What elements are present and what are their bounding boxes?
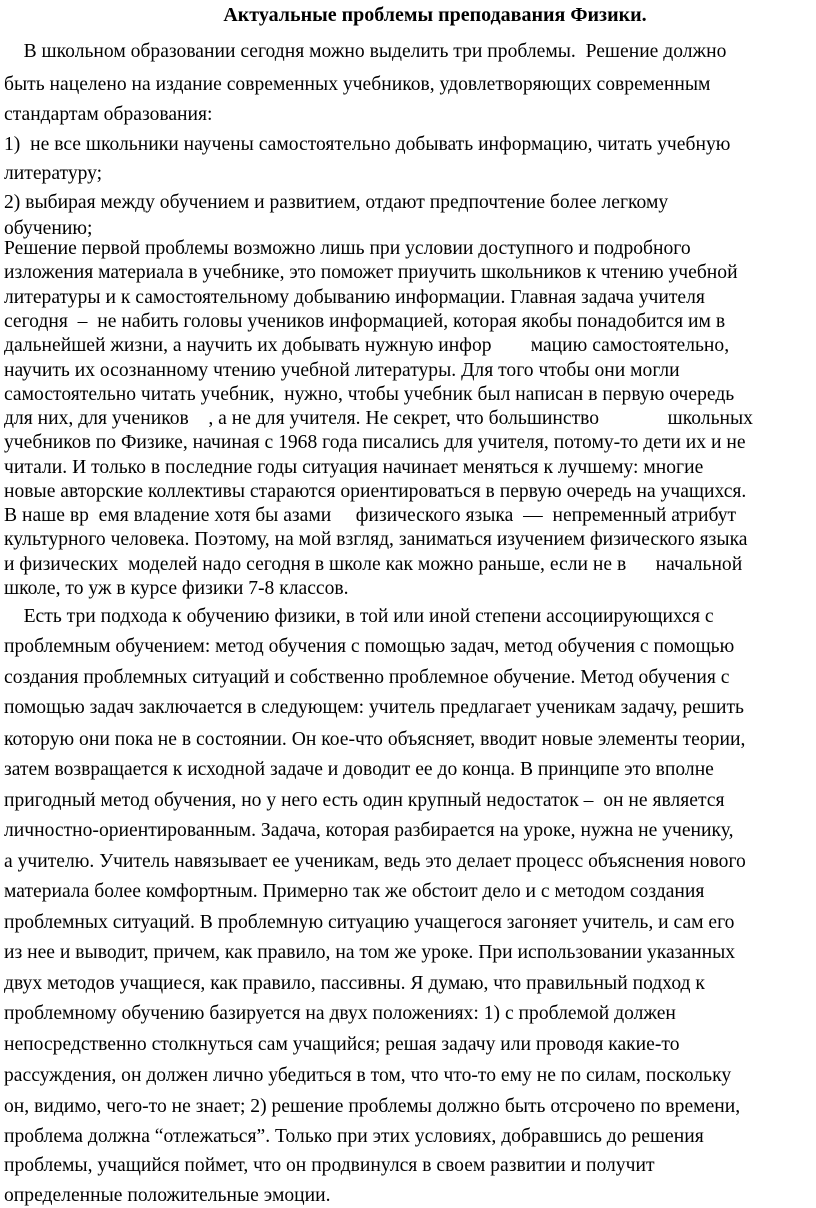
text-line: сегодня – не набить головы учеников информацией, которая якобы понадобится им в [4, 310, 726, 332]
text-line: 2) выбирая между обучением и развитием, отдают предпочтение более легкому [4, 191, 669, 213]
text-line: которую они пока не в состоянии. Он кое-что объясняет, вводит новые элементы теории, [4, 728, 746, 750]
text-line: литературы и к самостоятельному добыванию информации. Главная задача учителя [4, 286, 705, 308]
text-line: самостоятельно читать учебник, нужно, чтобы учебник был написан в первую очередь [4, 383, 735, 405]
text-line: из нее и выводит, причем, как правило, на том же уроке. При использовании указанных [4, 942, 736, 964]
text-line: а учителю. Учитель навязывает ее ученикам, ведь это делает процесс объяснения нового [4, 850, 746, 872]
text-line: непосредственно столкнуться сам учащийся; решая задачу или проводя какие-то [4, 1034, 680, 1056]
text-line: он, видимо, чего-то не знает; 2) решение проблемы должно быть отсрочено по времени, [4, 1095, 741, 1117]
text-line: быть нацелено на издание современных учебников, удовлетворяющих современным [4, 74, 711, 96]
text-line: учебников по Физике, начиная с 1968 года писались для учителя, потому-то дети их и не [4, 432, 746, 454]
text-line: проблема должна “отлежаться”. Только при этих условиях, добравшись до решения [4, 1125, 704, 1147]
text-line: 1) не все школьники научены самостоятельно добывать информацию, читать учебную [4, 134, 731, 156]
text-line: дальнейшей жизни, а научить их добывать нужную инфор мацию самостоятельно, [4, 335, 730, 357]
text-line: обучению; [4, 217, 93, 239]
text-line: проблемы, учащийся поймет, что он продвинулся в своем развитии и получит [4, 1154, 655, 1176]
text-line: пригодный метод обучения, но у него есть один крупный недостаток – он не является [4, 789, 725, 811]
text-line: личностно-ориентированным. Задача, которая разбирается на уроке, нужна не ученику, [4, 819, 734, 841]
text-line: проблемным обучением: метод обучения с помощью задач, метод обучения с помощью [4, 636, 735, 658]
text-line: материала более комфортным. Примерно так же обстоит дело и с методом создания [4, 881, 705, 903]
text-line: научить их осознанному чтению учебной литературы. Для того чтобы они могли [4, 359, 680, 381]
text-line: создания проблемных ситуаций и собственно проблемное обучение. Метод обучения с [4, 667, 730, 689]
text-line: школе, то уж в курсе физики 7-8 классов. [4, 578, 349, 600]
text-line: литературу; [4, 163, 103, 185]
text-line: В школьном образовании сегодня можно выделить три проблемы. Решение должно [4, 41, 727, 62]
text-line: Решение первой проблемы возможно лишь при условии доступного и подробного [4, 238, 691, 260]
text-line: новые авторские коллективы стараются ориентироваться в первую очередь на учащихся. [4, 480, 747, 502]
text-line: культурного человека. Поэтому, на мой взгляд, заниматься изучением физического языка [4, 529, 748, 551]
text-line: читали. И только в последние годы ситуация начинает меняться к лучшему: многие [4, 456, 704, 478]
text-line: и физических моделей надо сегодня в школе как можно раньше, если не в начальной [4, 553, 743, 575]
text-line: для них, для учеников , а не для учителя. Не секрет, что большинство школьных [4, 408, 753, 430]
text-line: Есть три подхода к обучению физики, в той или иной степени ассоциирующихся с [4, 606, 714, 628]
text-line: изложения материала в учебнике, это поможет приучить школьников к чтению учебной [4, 262, 738, 284]
text-line: проблемных ситуаций. В проблемную ситуацию учащегося загоняет учитель, и сам его [4, 912, 735, 934]
text-line: помощью задач заключается в следующем: учитель предлагает ученикам задачу, решить [4, 697, 744, 719]
text-line: двух методов учащиеся, как правило, пассивны. Я думаю, что правильный подход к [4, 973, 705, 995]
document-title: Актуальные проблемы преподавания Физики. [223, 4, 647, 26]
text-line: проблемному обучению базируется на двух положениях: 1) с проблемой должен [4, 1003, 676, 1025]
text-line: стандартам образования: [4, 104, 213, 126]
text-line: В наше вр емя владение хотя бы азами физического языка — непременный атрибут [4, 505, 737, 527]
text-line: определенные положительные эмоции. [4, 1185, 331, 1206]
text-line: затем возвращается к исходной задаче и доводит ее до конца. В принципе это вполне [4, 758, 714, 780]
text-line: рассуждения, он должен лично убедиться в том, что что-то ему не по силам, поскольку [4, 1064, 732, 1086]
